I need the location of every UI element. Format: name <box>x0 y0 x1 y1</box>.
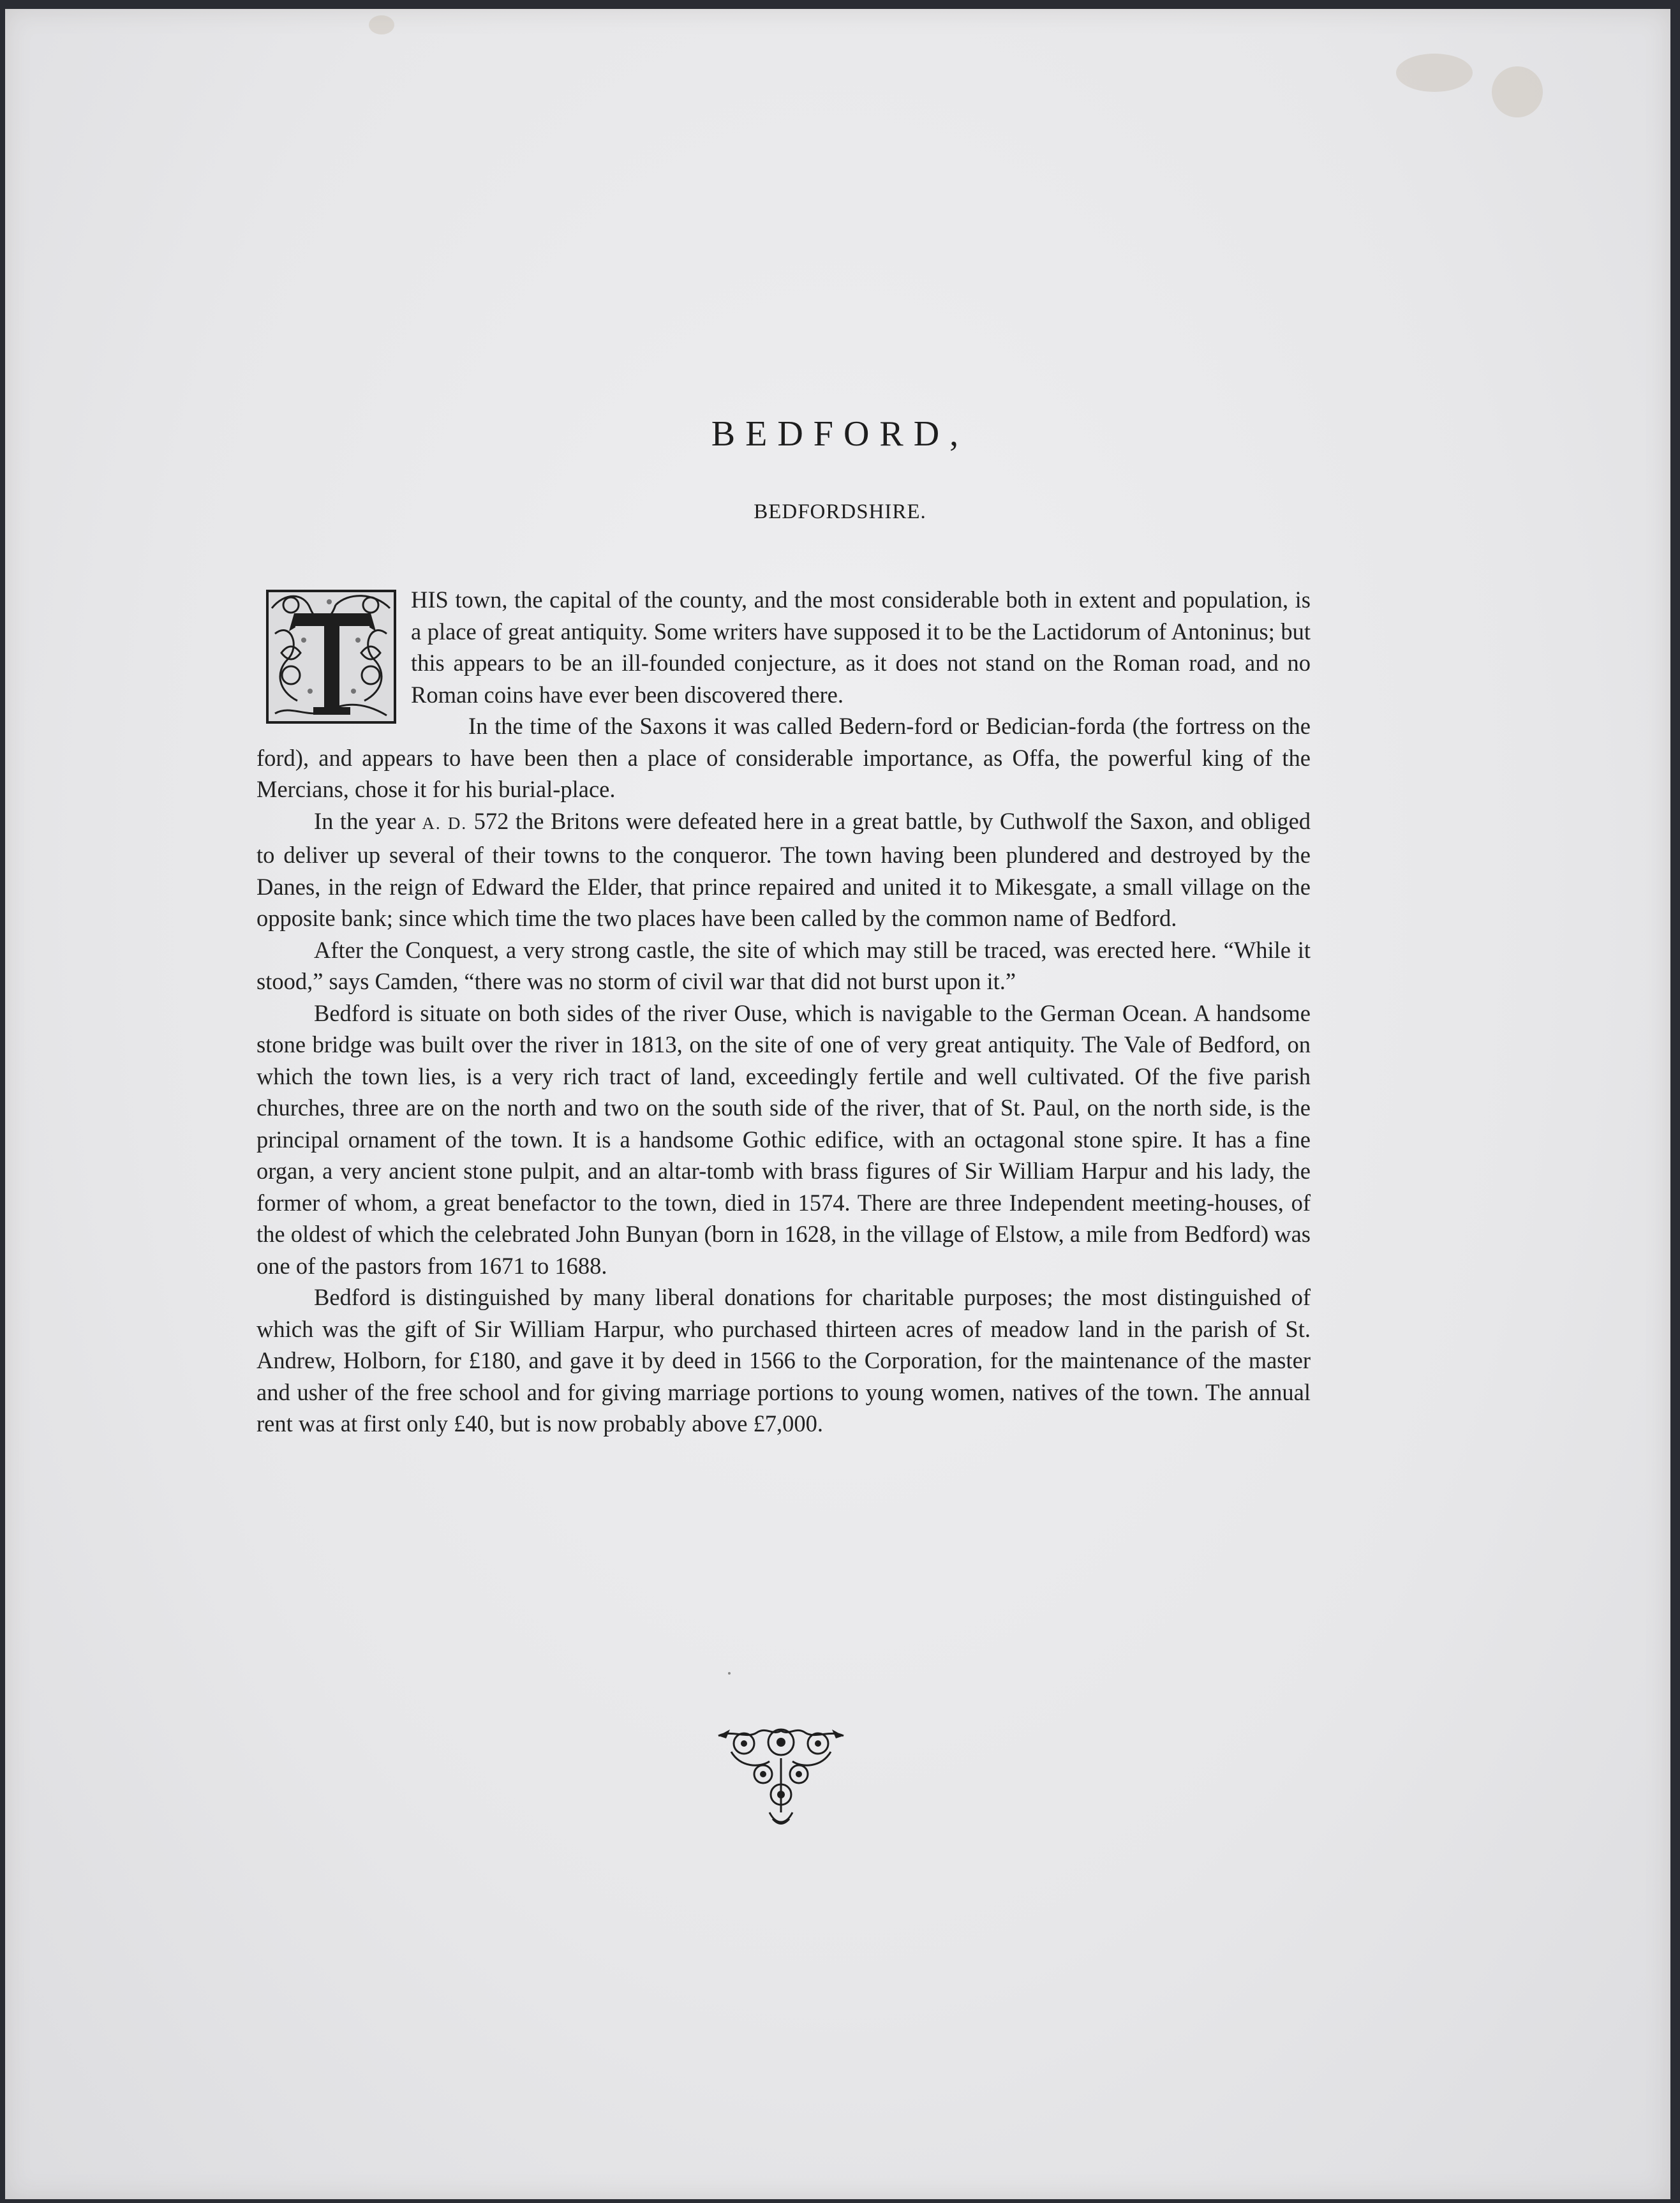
paragraph-1 <box>256 584 1311 710</box>
floral-fleuron-icon <box>712 1723 850 1832</box>
paragraph-text: 572 the Britons were defeated here in a great battle, by Cuthwolf the Saxon, and obliged to deliver up several of their towns to the conqueror. The town having been plundered and destroyed by the Danes, in the reign of Edward the Elder, that prince repaired and united it to Mikesgate, a small village on the opposite bank; since which time the two places have been called by the common name of Bedford. <box>256 807 1311 931</box>
paragraph-text: In the year <box>314 807 415 834</box>
paper-stain <box>1492 66 1543 117</box>
era-abbreviation: A. D. <box>422 813 468 833</box>
paragraph-6: Bedford is distinguished by many liberal donations for charitable purposes; the most distinguished of which was the gift of Sir William Harpur, who purchased thirteen acres of meadow land in the parish of St. Andrew, Holborn, for £180, and gave it by deed in 1566 to the Corporation, for the maintenance of the master and usher of the free school and for giving marriage portions to young women, natives of the town. The annual rent was at first only £40, but is now probably above £7,000. <box>256 1284 1311 1437</box>
paragraph-5: Bedford is situate on both sides of the river Ouse, which is navigable to the German Ocean. A handsome stone bridge was built over the river in 1813, on the site of one of very great antiquity. The Vale of Bedford, on which the town lies, is a very rich tract of land, exceedingly fertile and well cultivated. Of the five parish churches, three are on the north and two on the south side of the river, that of St. Paul, on the north side, is the principal ornament of the town. It is a handsome Gothic edifice, with an octagonal stone spire. It has a fine organ, a very ancient stone pulpit, and an altar-tomb with brass figures of Sir William Harpur and his lady, the former of whom, a great benefactor to the town, died in 1574. There are three Independent meeting-houses, of the oldest of which the celebrated John Bunyan (born in 1628, in the village of Elstow, a mile from Bedford) was one of the pastors from 1671 to 1688. <box>256 999 1311 1279</box>
ink-speck <box>728 1672 731 1675</box>
page-title: BEDFORD, <box>711 414 969 454</box>
paper-stain <box>369 15 394 34</box>
ornamental-initial-icon <box>265 589 397 724</box>
paragraph-4: After the Conquest, a very strong castle, the site of which may still be traced, was erected here. “While it stood,” says Camden, “there was no storm of civil war that did not burst upon it.” <box>256 936 1311 994</box>
paragraph-text: HIS town, the capital of the county, and the most considerable both in extent and population, is a place of great antiquity. Some writers have supposed it to be the Lactidorum of Antoninus; but this appears to be an ill-founded conjecture, as it does not stand on the Roman road, and no Roman coins have ever been discovered there. <box>411 586 1311 708</box>
article-body <box>256 584 1311 1440</box>
page-subtitle: BEDFORDSHIRE. <box>754 500 926 523</box>
paragraph-2: In the time of the Saxons it was called Bedern-ford or Bedician-forda (the fortress on the ford), and appears to have been then a place of considerable importance, as Offa, the powerful king of the Mercians, chose it for his burial-place. <box>256 713 1311 802</box>
paragraph-3 <box>256 805 1311 934</box>
paper-stain <box>1396 54 1473 92</box>
